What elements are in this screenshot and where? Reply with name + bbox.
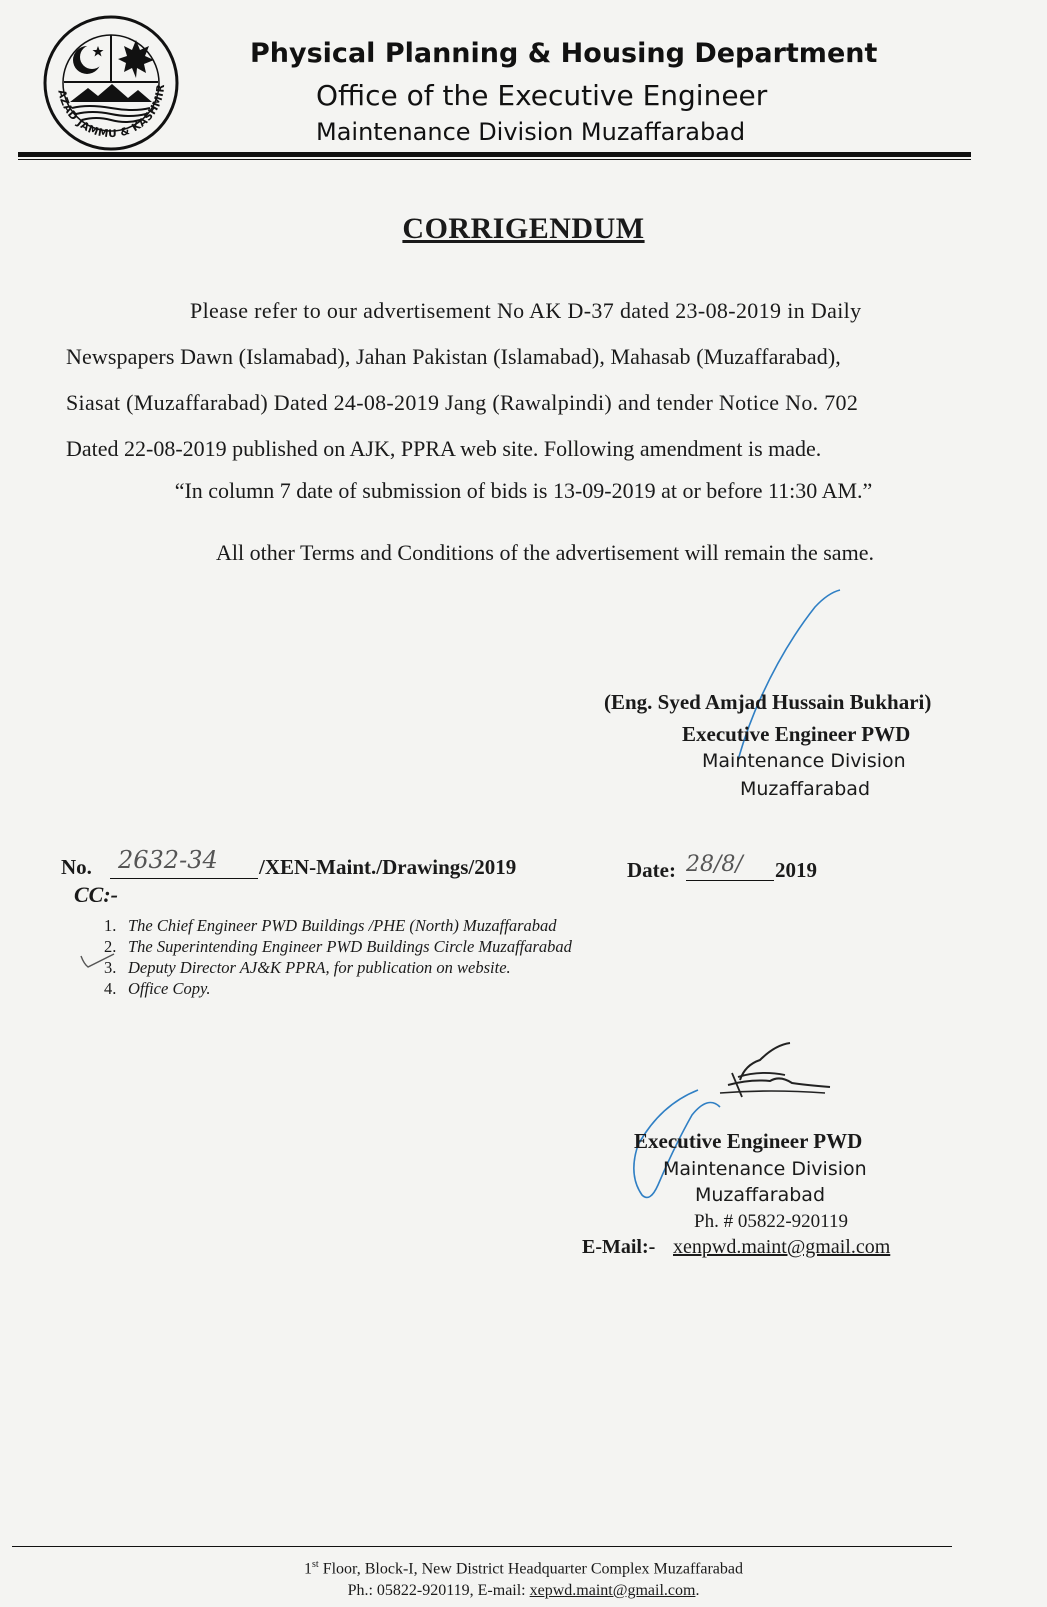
date-label: Date:: [627, 858, 676, 882]
cc-item: 4. Office Copy.: [104, 979, 211, 998]
document-title: CORRIGENDUM: [402, 212, 645, 245]
signatory-name: (Eng. Syed Amjad Hussain Bukhari): [604, 690, 932, 714]
division-heading: Maintenance Division Muzaffarabad: [316, 118, 746, 146]
reference-no-suffix: /XEN-Maint./Drawings/2019: [259, 855, 517, 879]
letterhead-rule-thin: [18, 159, 971, 160]
amendment-quote: “In column 7 date of submission of bids is 13-09-2019 at or before 11:30 AM.”: [174, 478, 873, 503]
cc-item: 2. The Superintending Engineer PWD Buildings Circle Muzaffarabad: [104, 937, 572, 956]
signatory-title: Executive Engineer PWD: [682, 722, 911, 746]
cc-item: 1. The Chief Engineer PWD Buildings /PHE (North) Muzaffarabad: [104, 916, 557, 935]
footer-email-link[interactable]: xepwd.maint@gmail.com: [529, 1582, 696, 1599]
signatory2-division: Maintenance Division: [663, 1158, 867, 1180]
checkmark-icon: [78, 950, 118, 972]
body-paragraph: [66, 288, 1046, 472]
letterhead-rule-thick: [18, 152, 971, 157]
date-handwritten: 28/8/: [686, 852, 743, 877]
reference-no-label: No.: [61, 855, 92, 879]
reference-no-handwritten: 2632-34: [118, 846, 218, 874]
azad-kashmir-emblem-logo: [40, 12, 182, 154]
cc-list: [104, 915, 572, 999]
date-year: 2019: [775, 858, 817, 882]
footer-contact: Ph.: 05822-920119, E-mail: xepwd.maint@gmail.com.: [347, 1582, 700, 1599]
department-heading: Physical Planning & Housing Department: [250, 38, 878, 69]
signatory2-phone: Ph. # 05822-920119: [694, 1211, 848, 1232]
footer-rule: [12, 1546, 952, 1547]
body-line-3: Siasat (Muzaffarabad) Dated 24-08-2019 Jang (Rawalpindi) and tender Notice No. 702: [66, 390, 859, 415]
reference-no-underline: [110, 878, 258, 879]
signatory2-city: Muzaffarabad: [695, 1184, 826, 1206]
date-underline: [686, 880, 774, 881]
cc-item: 3. Deputy Director AJ&K PPRA, for publication on website.: [104, 958, 511, 977]
other-terms-line: All other Terms and Conditions of the advertisement will remain the same.: [216, 540, 874, 565]
signatory-division: Maintenance Division: [702, 750, 906, 772]
footer-address: 1st Floor, Block-I, New District Headquarter Complex Muzaffarabad: [304, 1559, 743, 1578]
email-link[interactable]: xenpwd.maint@gmail.com: [673, 1236, 891, 1258]
office-heading: Office of the Executive Engineer: [316, 79, 768, 112]
email-label: E-Mail:-: [582, 1236, 656, 1258]
body-line-4: Dated 22-08-2019 published on AJK, PPRA web site. Following amendment is made.: [66, 436, 822, 461]
cc-label: CC:-: [74, 882, 118, 907]
body-line-2: Newspapers Dawn (Islamabad), Jahan Pakistan (Islamabad), Mahasab (Muzaffarabad),: [66, 344, 841, 369]
signatory2-title: Executive Engineer PWD: [634, 1129, 863, 1153]
body-line-1: Please refer to our advertisement No AK D-37 dated 23-08-2019 in Daily: [190, 298, 862, 323]
svg-text:AZAD JAMMU & KASHMIR: AZAD JAMMU & KASHMIR: [55, 83, 168, 141]
signatory-city: Muzaffarabad: [740, 778, 871, 800]
